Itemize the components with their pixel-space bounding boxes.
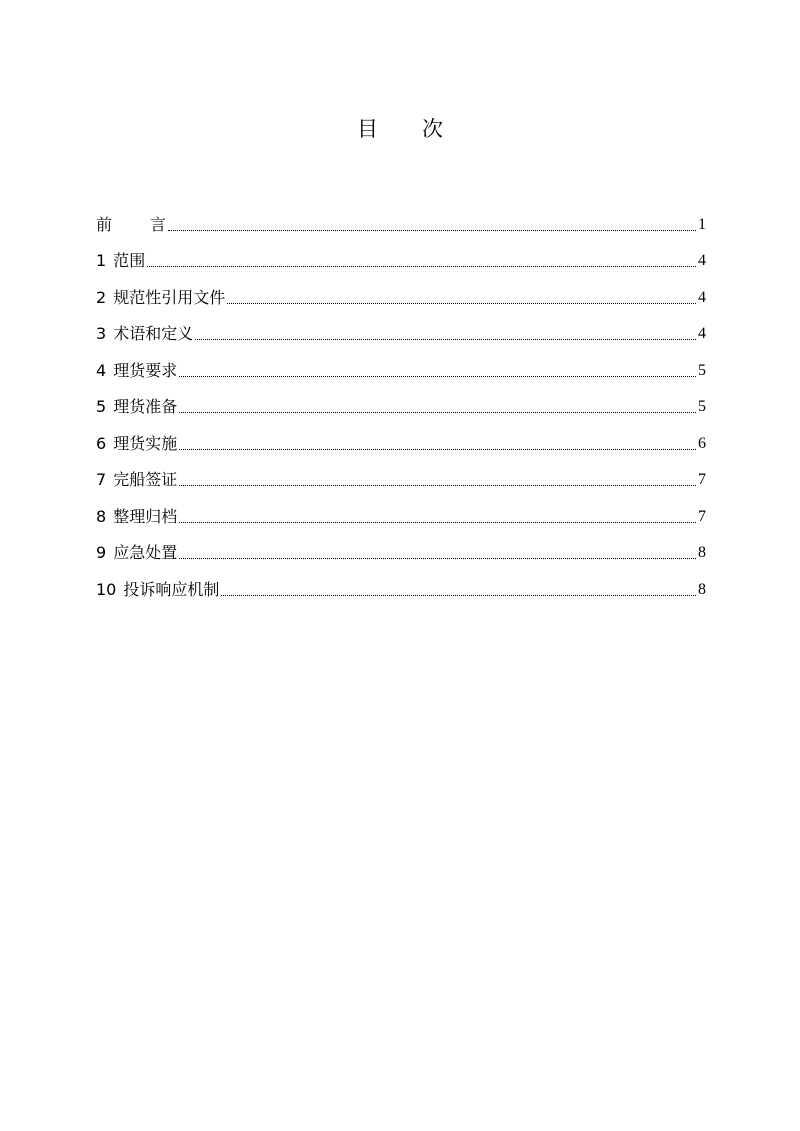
toc-entry-page-number: 4 (698, 325, 706, 342)
toc-title-char: 目 (357, 117, 378, 141)
toc-entry[interactable] (96, 565, 706, 602)
toc-entry-page-number: 7 (698, 507, 706, 525)
toc-entry-page-number: 1 (698, 215, 706, 233)
toc-entry-number: 6 (96, 433, 107, 453)
toc-entry-number: 4 (96, 360, 107, 380)
toc-entry-title: 理货要求 (113, 360, 178, 380)
dot-leader (168, 229, 696, 231)
dot-leader (179, 521, 696, 523)
toc-entry-title: 理货实施 (113, 433, 178, 453)
toc-entry-page-number: 6 (698, 434, 706, 452)
toc-entry-label (96, 395, 177, 419)
toc-entry-title: 应急处置 (113, 543, 178, 562)
toc-title (0, 114, 800, 144)
toc-entry[interactable] (96, 273, 706, 310)
toc-entry-title: 完船签证 (113, 470, 178, 489)
toc-entry-preface-char: 言 (150, 214, 167, 234)
toc-entry-number: 7 (96, 470, 107, 489)
toc-entry-number: 1 (96, 251, 107, 270)
toc-entry-page-number: 5 (698, 398, 706, 415)
toc-entry-title: 投诉响应机制 (123, 579, 220, 599)
toc-entry-page-number: 8 (698, 580, 706, 598)
toc-entry-label (96, 213, 166, 237)
toc-entry-preface[interactable] (96, 200, 706, 237)
toc-entry-label (96, 286, 225, 310)
toc-list (96, 200, 706, 602)
toc-entry-title: 理货准备 (113, 397, 178, 416)
dot-leader (179, 375, 696, 377)
toc-entry-label (96, 505, 177, 529)
toc-entry-page-number: 8 (698, 544, 706, 561)
toc-entry-number: 8 (96, 506, 107, 526)
toc-entry-label (96, 249, 145, 273)
toc-entry[interactable] (96, 383, 706, 420)
toc-title-char: 次 (422, 117, 443, 141)
toc-entry-number: 9 (96, 543, 107, 562)
dot-leader (179, 411, 696, 413)
toc-entry-label (96, 322, 193, 346)
toc-entry-page-number: 4 (698, 252, 706, 269)
toc-entry[interactable] (96, 346, 706, 383)
toc-entry-page-number: 7 (698, 471, 706, 488)
dot-leader (179, 448, 696, 450)
dot-leader (179, 557, 696, 559)
toc-entry-title: 范围 (113, 251, 146, 270)
toc-entry-number: 10 (96, 579, 117, 599)
toc-entry-label (96, 541, 177, 565)
toc-entry-page-number: 5 (698, 361, 706, 379)
toc-entry[interactable] (96, 237, 706, 274)
toc-entry-number: 5 (96, 397, 107, 416)
dot-leader (195, 338, 696, 340)
toc-entry[interactable] (96, 310, 706, 347)
toc-entry-label (96, 359, 177, 383)
toc-entry-title: 规范性引用文件 (113, 287, 226, 307)
toc-entry-label (96, 432, 177, 456)
toc-entry-number: 3 (96, 324, 107, 343)
dot-leader (221, 594, 696, 596)
toc-entry-page-number: 4 (698, 288, 706, 306)
toc-entry[interactable] (96, 419, 706, 456)
toc-entry[interactable] (96, 456, 706, 493)
toc-entry[interactable] (96, 529, 706, 566)
toc-entry[interactable] (96, 492, 706, 529)
toc-entry-preface-char: 前 (96, 214, 113, 234)
toc-entry-title: 整理归档 (113, 506, 178, 526)
toc-entry-label (96, 468, 177, 492)
toc-entry-label (96, 578, 219, 602)
toc-entry-number: 2 (96, 287, 107, 307)
dot-leader (179, 484, 696, 486)
toc-entry-title: 术语和定义 (113, 324, 194, 343)
dot-leader (147, 265, 696, 267)
dot-leader (227, 302, 696, 304)
